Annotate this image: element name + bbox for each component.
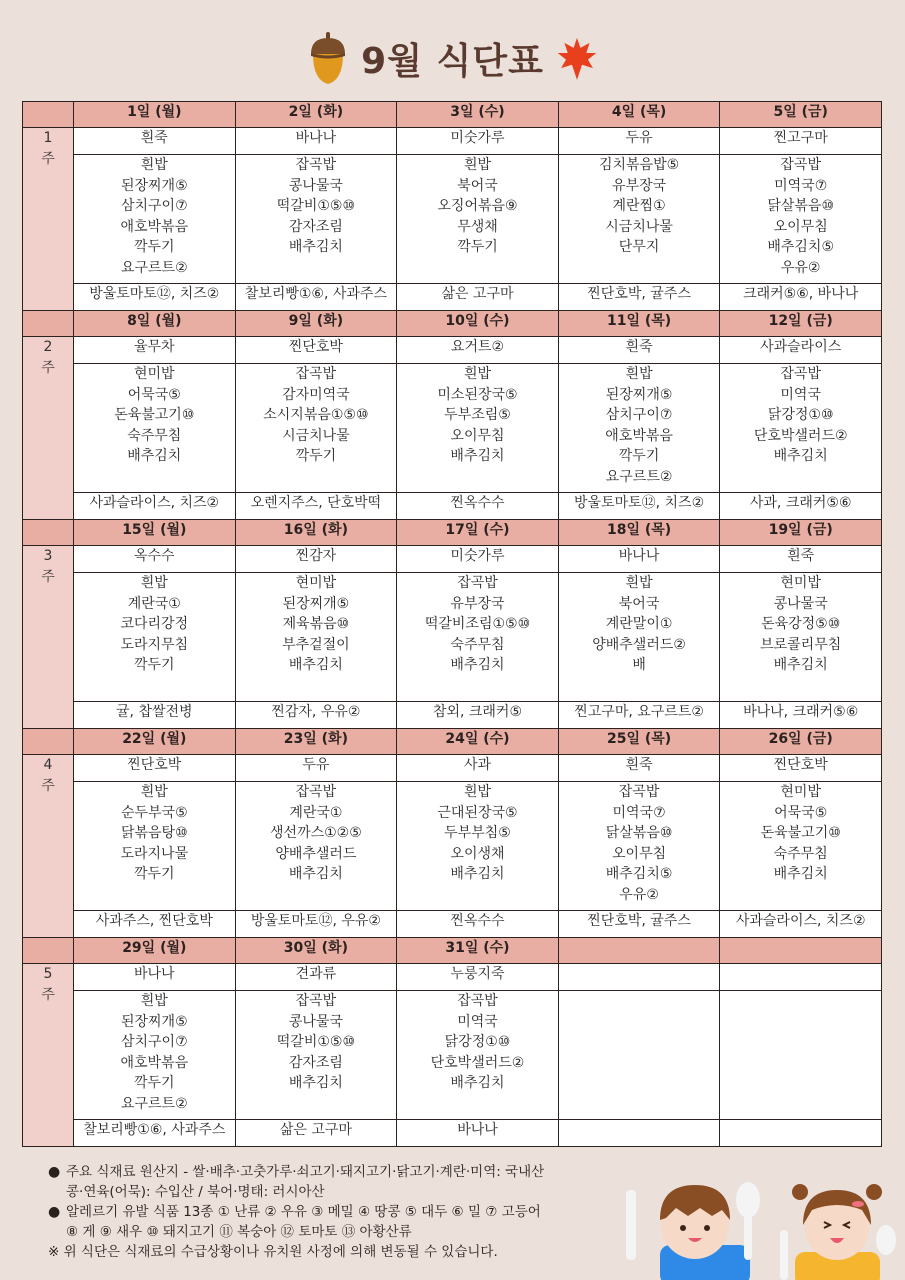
lunch-item: 된장찌개⑤ — [605, 386, 673, 403]
lunch-item: 미역국 — [780, 386, 821, 403]
week-header-spacer — [23, 311, 74, 337]
lunch-item: 애호박볶음 — [120, 218, 189, 235]
week-number: 3 — [43, 548, 53, 564]
lunch-item: 흰밥 — [140, 575, 168, 591]
lunch-item: 콩나물국 — [288, 1013, 343, 1030]
lunch-cell — [74, 991, 236, 1120]
lunch-item: 삼치구이⑦ — [120, 198, 188, 214]
lunch-item: 떡갈비①⑤⑩ — [276, 1034, 355, 1050]
morning-snack-cell: 요거트② — [397, 337, 559, 364]
date-header: 23일 (화) — [235, 729, 397, 755]
morning-snack-cell: 미숫가루 — [397, 128, 559, 155]
lunch-item: 된장찌개⑤ — [120, 177, 188, 194]
lunch-item: 유부장국 — [612, 177, 667, 194]
morning-snack-cell: 흰죽 — [558, 337, 720, 364]
afternoon-snack-cell: 방울토마토⑫, 우유② — [235, 911, 397, 938]
lunch-item: 돈육불고기⑩ — [114, 407, 195, 423]
morning-snack-row — [23, 755, 882, 782]
lunch-cell — [720, 573, 882, 702]
disclaimer: ※ 위 식단은 식재료의 수급상황이나 유치원 사정에 의해 변동될 수 있습니다. — [48, 1244, 498, 1260]
lunch-row — [23, 364, 882, 493]
lunch-item: 흰밥 — [463, 366, 492, 382]
page-title: 9월 식단표 — [361, 40, 544, 82]
origin-line-1: 주요 식재료 원산지 - 쌀·배추·고춧가루·쇠고기·돼지고기·닭고기·계란·미역: 국내산 — [66, 1164, 545, 1180]
date-header: 22일 (월) — [74, 729, 236, 755]
lunch-item: 배추김치 — [773, 448, 828, 464]
morning-snack-cell: 사과슬라이스 — [720, 337, 882, 364]
week-number: 4 — [43, 757, 53, 773]
afternoon-snack-cell: 크래커⑤⑥, 바나나 — [720, 284, 882, 311]
lunch-item: 요구르트② — [120, 259, 188, 276]
lunch-item: 감자미역국 — [282, 386, 350, 403]
lunch-item: 감자조림 — [288, 1054, 343, 1071]
afternoon-snack-cell: 사과, 크래커⑤⑥ — [720, 493, 882, 520]
lunch-item: 배추김치 — [288, 866, 343, 882]
lunch-item: 배추김치 — [773, 866, 828, 882]
lunch-item: 현미밥 — [780, 784, 821, 800]
afternoon-snack-cell: 찐단호박, 귤주스 — [558, 911, 720, 938]
afternoon-snack-cell: 삶은 고구마 — [397, 284, 559, 311]
morning-snack-cell: 흰죽 — [74, 128, 236, 155]
lunch-item: 순두부국⑤ — [120, 804, 188, 821]
lunch-item: 잡곡밥 — [618, 784, 660, 800]
morning-snack-cell: 사과 — [397, 755, 559, 782]
lunch-cell — [558, 573, 720, 702]
lunch-item: 현미밥 — [134, 366, 175, 382]
lunch-item: 잡곡밥 — [457, 993, 498, 1009]
week-label — [23, 337, 74, 520]
lunch-cell — [558, 782, 720, 911]
lunch-item: 깍두기 — [134, 866, 175, 882]
lunch-item: 미역국⑦ — [774, 177, 828, 194]
lunch-item: 깍두기 — [295, 448, 337, 464]
afternoon-snack-cell: 찐감자, 우유② — [235, 702, 397, 729]
lunch-item: 닭살볶음⑩ — [767, 198, 835, 214]
date-header-row — [23, 102, 882, 128]
lunch-cell — [74, 782, 236, 911]
morning-snack-row — [23, 546, 882, 573]
morning-snack-cell: 두유 — [235, 755, 397, 782]
date-header: 31일 (수) — [397, 938, 559, 964]
morning-snack-cell: 흰죽 — [720, 546, 882, 573]
lunch-item: 오이무침 — [773, 218, 828, 235]
afternoon-snack-cell: 바나나, 크래커⑤⑥ — [720, 702, 882, 729]
lunch-item: 깍두기 — [618, 448, 660, 464]
date-header: 17일 (수) — [397, 520, 559, 546]
lunch-cell — [397, 155, 559, 284]
lunch-item: 돈육불고기⑩ — [760, 825, 841, 841]
lunch-item: 어묵국⑤ — [127, 386, 181, 403]
lunch-item: 된장찌개⑤ — [282, 595, 350, 612]
lunch-item: 잡곡밥 — [457, 575, 498, 591]
lunch-item: 흰밥 — [463, 784, 492, 800]
date-header: 18일 (목) — [558, 520, 720, 546]
lunch-item: 배추김치 — [450, 448, 505, 464]
lunch-cell — [235, 573, 397, 702]
lunch-cell — [74, 364, 236, 493]
lunch-item: 삼치구이⑦ — [605, 407, 673, 423]
date-header: 24일 (수) — [397, 729, 559, 755]
afternoon-snack-cell — [720, 1120, 882, 1147]
lunch-item: 우유② — [619, 886, 659, 903]
morning-snack-cell — [558, 964, 720, 991]
lunch-item: 현미밥 — [780, 575, 821, 591]
lunch-item: 제육볶음⑩ — [282, 616, 350, 632]
lunch-cell — [558, 155, 720, 284]
date-header — [720, 938, 882, 964]
lunch-item: 잡곡밥 — [295, 157, 337, 173]
lunch-cell — [720, 364, 882, 493]
morning-snack-cell: 미숫가루 — [397, 546, 559, 573]
week-label — [23, 128, 74, 311]
date-header — [558, 938, 720, 964]
lunch-cell — [235, 782, 397, 911]
date-header: 8일 (월) — [74, 311, 236, 337]
lunch-cell — [235, 991, 397, 1120]
lunch-item: 계란말이① — [605, 616, 673, 632]
lunch-item: 오이생채 — [450, 845, 505, 862]
lunch-cell — [74, 155, 236, 284]
lunch-cell — [397, 573, 559, 702]
morning-snack-cell: 두유 — [558, 128, 720, 155]
lunch-item: 도라지나물 — [120, 845, 189, 862]
afternoon-snack-cell: 찐옥수수 — [397, 911, 559, 938]
morning-snack-cell: 견과류 — [235, 964, 397, 991]
lunch-item: 단무지 — [618, 239, 660, 255]
afternoon-snack-cell: 바나나 — [397, 1120, 559, 1147]
lunch-row — [23, 991, 882, 1120]
lunch-cell — [720, 155, 882, 284]
lunch-item: 흰밥 — [625, 575, 653, 591]
week-unit: 주 — [41, 777, 55, 794]
morning-snack-cell — [720, 964, 882, 991]
date-header: 10일 (수) — [397, 311, 559, 337]
lunch-item: 닭볶음탕⑩ — [120, 825, 188, 841]
lunch-item: 닭강정①⑩ — [444, 1034, 511, 1050]
date-header: 30일 (화) — [235, 938, 397, 964]
date-header: 26일 (금) — [720, 729, 882, 755]
date-header-row — [23, 520, 882, 546]
date-header: 12일 (금) — [720, 311, 882, 337]
date-header: 11일 (목) — [558, 311, 720, 337]
afternoon-snack-cell: 오렌지주스, 단호박떡 — [235, 493, 397, 520]
week-unit: 주 — [41, 986, 55, 1003]
afternoon-snack-cell: 참외, 크래커⑤ — [397, 702, 559, 729]
lunch-item: 깍두기 — [134, 657, 175, 673]
afternoon-snack-cell: 사과주스, 찐단호박 — [74, 911, 236, 938]
lunch-item: 배추김치 — [450, 657, 505, 673]
morning-snack-cell: 찐단호박 — [235, 337, 397, 364]
afternoon-snack-cell: 삶은 고구마 — [235, 1120, 397, 1147]
morning-snack-row — [23, 337, 882, 364]
lunch-item: 배추김치⑤ — [767, 239, 835, 255]
kids-illustration — [600, 1160, 900, 1280]
lunch-item: 감자조림 — [288, 218, 343, 235]
lunch-item: 흰밥 — [463, 157, 492, 173]
afternoon-snack-row — [23, 911, 882, 938]
lunch-item: 배추김치 — [127, 448, 182, 464]
meal-plan-table — [22, 101, 882, 1147]
lunch-item: 어묵국⑤ — [774, 804, 828, 821]
lunch-item: 근대된장국⑤ — [437, 804, 518, 821]
lunch-item: 숙주무침 — [773, 845, 828, 862]
lunch-item: 된장찌개⑤ — [120, 1013, 188, 1030]
afternoon-snack-cell: 귤, 찹쌀전병 — [74, 702, 236, 729]
lunch-item: 소시지볶음①⑤⑩ — [263, 407, 369, 423]
page-header — [0, 28, 905, 88]
afternoon-snack-cell: 찐옥수수 — [397, 493, 559, 520]
date-header: 16일 (화) — [235, 520, 397, 546]
date-header: 25일 (목) — [558, 729, 720, 755]
week-unit: 주 — [41, 150, 55, 167]
week-number: 5 — [43, 966, 53, 982]
lunch-item: 북어국 — [457, 177, 498, 194]
lunch-item: 양배추샐러드② — [592, 636, 686, 653]
origin-note — [48, 1162, 608, 1182]
lunch-item: 미역국⑦ — [612, 804, 666, 821]
morning-snack-cell: 옥수수 — [74, 546, 236, 573]
lunch-item: 배 — [632, 657, 646, 673]
lunch-row — [23, 573, 882, 702]
lunch-item: 계란국① — [127, 595, 181, 612]
lunch-item: 시금치나물 — [605, 218, 673, 235]
maple-leaf-icon — [556, 30, 598, 86]
lunch-item: 미역국 — [457, 1013, 498, 1030]
lunch-item: 계란국① — [289, 804, 343, 821]
lunch-item: 코다리강정 — [120, 616, 189, 632]
afternoon-snack-cell: 찰보리빵①⑥, 사과주스 — [235, 284, 397, 311]
date-header: 3일 (수) — [397, 102, 559, 128]
lunch-item: 현미밥 — [295, 575, 337, 591]
lunch-cell — [235, 364, 397, 493]
lunch-cell — [397, 364, 559, 493]
lunch-item: 오이무침 — [450, 427, 505, 444]
lunch-item: 미소된장국⑤ — [437, 386, 518, 403]
morning-snack-cell: 찐감자 — [235, 546, 397, 573]
morning-snack-row — [23, 964, 882, 991]
date-header: 2일 (화) — [235, 102, 397, 128]
bullet-dot: ● — [48, 1164, 61, 1180]
morning-snack-cell: 율무차 — [74, 337, 236, 364]
lunch-item: 흰밥 — [140, 993, 168, 1009]
afternoon-snack-cell — [558, 1120, 720, 1147]
morning-snack-cell: 흰죽 — [558, 755, 720, 782]
lunch-item: 흰밥 — [140, 157, 168, 173]
date-header-row — [23, 729, 882, 755]
lunch-item: 숙주무침 — [127, 427, 182, 444]
date-header: 15일 (월) — [74, 520, 236, 546]
lunch-item: 떡갈비조림①⑤⑩ — [424, 616, 531, 632]
afternoon-snack-row — [23, 493, 882, 520]
morning-snack-cell: 바나나 — [235, 128, 397, 155]
lunch-item: 단호박샐러드② — [753, 427, 848, 444]
allergy-note — [48, 1202, 608, 1222]
lunch-item: 돈육강정⑤⑩ — [761, 616, 841, 632]
week-number: 1 — [43, 130, 53, 146]
lunch-item: 깍두기 — [134, 239, 175, 255]
lunch-item: 시금치나물 — [282, 427, 350, 444]
lunch-item: 애호박볶음 — [605, 427, 673, 444]
lunch-item: 배추김치 — [288, 1075, 343, 1091]
lunch-item: 콩나물국 — [288, 177, 343, 194]
afternoon-snack-cell: 찐고구마, 요구르트② — [558, 702, 720, 729]
lunch-cell — [558, 991, 720, 1120]
lunch-item: 두부조림⑤ — [444, 407, 511, 423]
lunch-item: 깍두기 — [134, 1075, 175, 1091]
afternoon-snack-cell: 사과슬라이스, 치즈② — [74, 493, 236, 520]
morning-snack-cell: 누룽지죽 — [397, 964, 559, 991]
date-header: 4일 (목) — [558, 102, 720, 128]
lunch-item: 흰밥 — [625, 366, 653, 382]
lunch-item: 오이무침 — [612, 845, 667, 862]
lunch-row — [23, 782, 882, 911]
lunch-item: 유부장국 — [450, 595, 505, 612]
lunch-item: 배추김치 — [450, 866, 505, 882]
lunch-item: 배추김치 — [288, 239, 343, 255]
date-header: 5일 (금) — [720, 102, 882, 128]
lunch-item: 요구르트② — [605, 468, 673, 485]
lunch-cell — [74, 573, 236, 702]
lunch-item: 우유② — [780, 259, 821, 276]
afternoon-snack-row — [23, 284, 882, 311]
lunch-item: 배추김치 — [773, 657, 828, 673]
date-header: 1일 (월) — [74, 102, 236, 128]
lunch-item: 요구르트② — [120, 1095, 188, 1112]
lunch-cell — [720, 991, 882, 1120]
lunch-cell — [397, 782, 559, 911]
origin-line-2: 콩·연육(어묵): 수입산 / 북어·명태: 러시아산 — [66, 1184, 325, 1200]
lunch-item: 배추김치 — [288, 657, 343, 673]
lunch-item: 단호박샐러드② — [430, 1054, 525, 1071]
lunch-item: 브로콜리무침 — [760, 636, 842, 653]
week-header-spacer — [23, 520, 74, 546]
week-number: 2 — [43, 339, 53, 355]
lunch-item: 도라지무침 — [120, 636, 189, 653]
lunch-cell — [720, 782, 882, 911]
week-unit: 주 — [41, 568, 55, 585]
date-header: 19일 (금) — [720, 520, 882, 546]
lunch-cell — [397, 991, 559, 1120]
morning-snack-cell: 바나나 — [74, 964, 236, 991]
morning-snack-row — [23, 128, 882, 155]
lunch-item: 잡곡밥 — [295, 784, 337, 800]
lunch-cell — [558, 364, 720, 493]
lunch-item: 오징어볶음⑨ — [437, 198, 518, 214]
notes-section — [48, 1162, 608, 1262]
afternoon-snack-row — [23, 1120, 882, 1147]
morning-snack-cell: 찐단호박 — [720, 755, 882, 782]
allergy-line-1: 알레르기 유발 식품 13종 ① 난류 ② 우유 ③ 메밀 ④ 땅콩 ⑤ 대두 ⑥ 밀 ⑦ 고등어 — [66, 1204, 541, 1220]
morning-snack-cell: 찐단호박 — [74, 755, 236, 782]
lunch-item: 닭살볶음⑩ — [605, 825, 673, 841]
week-unit: 주 — [41, 359, 55, 376]
lunch-row — [23, 155, 882, 284]
afternoon-snack-cell: 찐단호박, 귤주스 — [558, 284, 720, 311]
lunch-item: 흰밥 — [140, 784, 168, 800]
lunch-item: 부추겉절이 — [282, 636, 350, 653]
lunch-item: 계란찜① — [612, 198, 666, 214]
lunch-item: 잡곡밥 — [295, 366, 337, 382]
lunch-item: 북어국 — [618, 595, 660, 612]
lunch-item: 삼치구이⑦ — [120, 1034, 188, 1050]
afternoon-snack-cell: 방울토마토⑫, 치즈② — [74, 284, 236, 311]
week-header-spacer — [23, 938, 74, 964]
lunch-item: 떡갈비①⑤⑩ — [276, 198, 355, 214]
lunch-item: 김치볶음밥⑤ — [598, 157, 680, 173]
lunch-item: 잡곡밥 — [780, 157, 821, 173]
lunch-item: 배추김치 — [450, 1075, 505, 1091]
date-header-row — [23, 938, 882, 964]
week-label — [23, 755, 74, 938]
afternoon-snack-cell: 방울토마토⑫, 치즈② — [558, 493, 720, 520]
afternoon-snack-row — [23, 702, 882, 729]
afternoon-snack-cell: 찰보리빵①⑥, 사과주스 — [74, 1120, 236, 1147]
bullet-dot: ● — [48, 1204, 61, 1220]
lunch-item: 콩나물국 — [773, 595, 828, 612]
allergy-line-2: ⑧ 게 ⑨ 새우 ⑩ 돼지고기 ⑪ 복숭아 ⑫ 토마토 ⑬ 아황산류 — [66, 1224, 412, 1240]
morning-snack-cell: 바나나 — [558, 546, 720, 573]
lunch-item: 닭강정①⑩ — [767, 407, 834, 423]
lunch-item: 깍두기 — [457, 239, 498, 255]
date-header: 9일 (화) — [235, 311, 397, 337]
week-header-spacer — [23, 102, 74, 128]
lunch-item: 생선까스①②⑤ — [270, 825, 362, 841]
lunch-item: 두부부침⑤ — [444, 825, 511, 841]
lunch-item: 잡곡밥 — [295, 993, 337, 1009]
acorn-icon — [307, 30, 349, 86]
lunch-item: 무생채 — [457, 218, 498, 235]
week-label — [23, 546, 74, 729]
date-header-row — [23, 311, 882, 337]
week-header-spacer — [23, 729, 74, 755]
lunch-item: 애호박볶음 — [120, 1054, 189, 1071]
lunch-item: 배추김치⑤ — [605, 866, 673, 882]
lunch-item: 양배추샐러드 — [275, 845, 357, 862]
lunch-cell — [235, 155, 397, 284]
lunch-item: 잡곡밥 — [780, 366, 821, 382]
date-header: 29일 (월) — [74, 938, 236, 964]
morning-snack-cell: 찐고구마 — [720, 128, 882, 155]
lunch-item: 숙주무침 — [450, 636, 505, 653]
week-label — [23, 964, 74, 1147]
afternoon-snack-cell: 사과슬라이스, 치즈② — [720, 911, 882, 938]
